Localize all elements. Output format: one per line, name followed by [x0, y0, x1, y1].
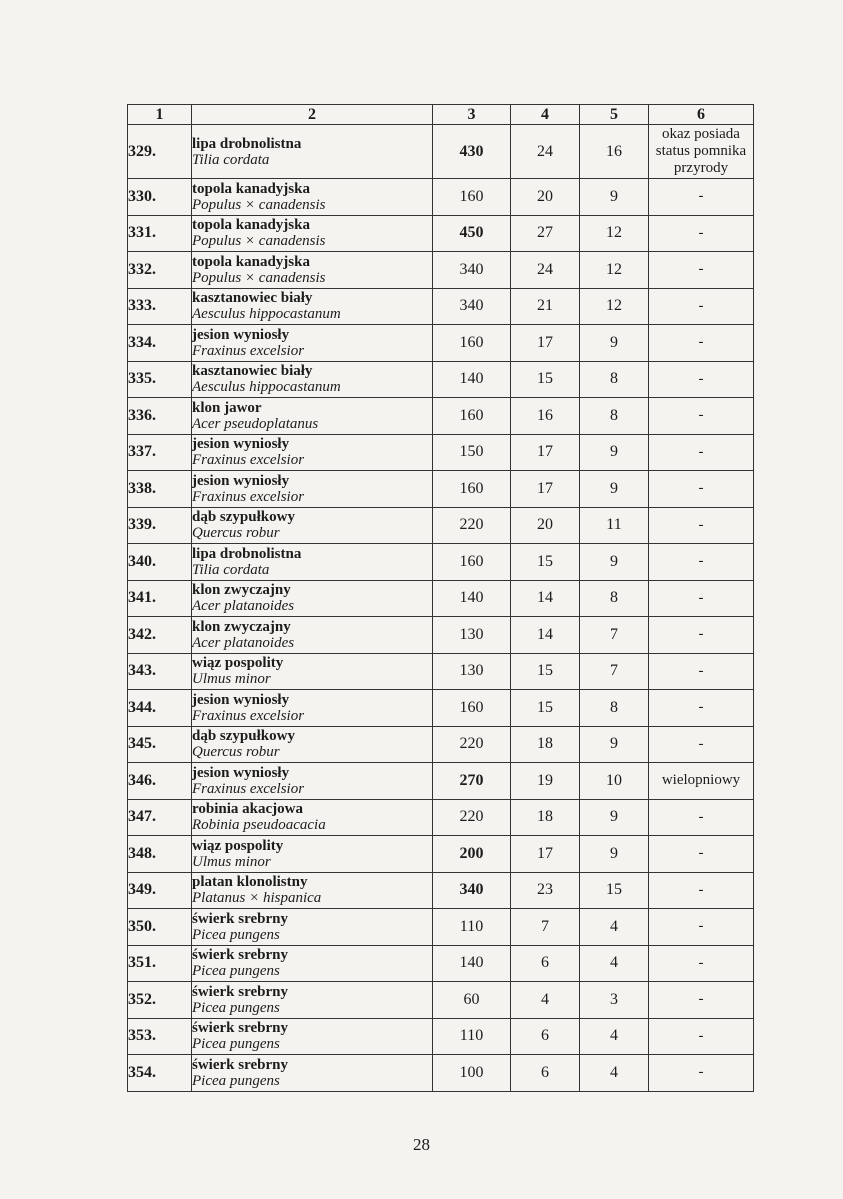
column-4-value: 15	[511, 361, 580, 398]
polish-name: świerk srebrny	[192, 1056, 288, 1073]
column-5-value: 8	[580, 398, 649, 435]
column-5-value: 12	[580, 215, 649, 252]
column-3-value: 340	[433, 288, 511, 325]
column-3-value: 160	[433, 471, 511, 508]
polish-name: lipa drobnolistna	[192, 545, 302, 562]
latin-name: Picea pungens	[192, 999, 280, 1016]
row-number: 346.	[128, 763, 192, 800]
latin-name: Tilia cordata	[192, 561, 270, 578]
table-row	[128, 125, 754, 179]
species-name-cell	[192, 1055, 433, 1092]
column-5-value: 9	[580, 544, 649, 581]
polish-name: jesion wyniosły	[192, 764, 290, 781]
column-4-value: 17	[511, 836, 580, 873]
column-5-value: 8	[580, 361, 649, 398]
latin-name: Picea pungens	[192, 926, 280, 943]
latin-name: Populus × canadensis	[192, 233, 326, 250]
column-header-5: 5	[580, 105, 649, 125]
polish-name: robinia akacjowa	[192, 801, 303, 818]
column-5-value: 11	[580, 507, 649, 544]
column-3-value: 160	[433, 544, 511, 581]
remarks-cell: -	[649, 799, 754, 836]
latin-name: Fraxinus excelsior	[192, 780, 305, 797]
species-name-cell	[192, 909, 433, 946]
latin-name: Tilia cordata	[192, 151, 270, 168]
column-5-value: 9	[580, 836, 649, 873]
table-row	[128, 179, 754, 216]
remarks-cell: -	[649, 252, 754, 289]
row-number: 329.	[128, 125, 192, 179]
row-number: 341.	[128, 580, 192, 617]
remarks-cell: -	[649, 471, 754, 508]
remarks-cell: okaz posiada status pomnika przyrody	[649, 125, 754, 179]
column-4-value: 18	[511, 799, 580, 836]
table-row	[128, 836, 754, 873]
column-4-value: 20	[511, 179, 580, 216]
species-name-cell	[192, 726, 433, 763]
remarks-cell: -	[649, 544, 754, 581]
latin-name: Ulmus minor	[192, 853, 271, 870]
column-5-value: 9	[580, 799, 649, 836]
column-3-value: 110	[433, 1018, 511, 1055]
row-number: 354.	[128, 1055, 192, 1092]
column-header-4: 4	[511, 105, 580, 125]
column-5-value: 3	[580, 982, 649, 1019]
column-4-value: 6	[511, 945, 580, 982]
latin-name: Aesculus hippocastanum	[192, 306, 341, 323]
column-header-1: 1	[128, 105, 192, 125]
column-3-value: 100	[433, 1055, 511, 1092]
column-5-value: 4	[580, 909, 649, 946]
column-3-value: 160	[433, 690, 511, 727]
row-number: 333.	[128, 288, 192, 325]
remarks-cell: -	[649, 872, 754, 909]
row-number: 331.	[128, 215, 192, 252]
polish-name: platan klonolistny	[192, 874, 308, 891]
column-4-value: 17	[511, 434, 580, 471]
table-row	[128, 1018, 754, 1055]
species-name-cell	[192, 690, 433, 727]
column-4-value: 6	[511, 1018, 580, 1055]
table-row	[128, 215, 754, 252]
row-number: 349.	[128, 872, 192, 909]
column-3-value: 340	[433, 252, 511, 289]
column-3-value: 150	[433, 434, 511, 471]
row-number: 345.	[128, 726, 192, 763]
polish-name: dąb szypułkowy	[192, 728, 295, 745]
column-4-value: 24	[511, 252, 580, 289]
latin-name: Quercus robur	[192, 525, 280, 542]
remarks-cell: wielopniowy	[649, 763, 754, 800]
row-number: 343.	[128, 653, 192, 690]
remarks-cell: -	[649, 361, 754, 398]
column-5-value: 4	[580, 1055, 649, 1092]
page-number: 28	[413, 1135, 430, 1154]
column-4-value: 14	[511, 617, 580, 654]
table-row	[128, 982, 754, 1019]
row-number: 330.	[128, 179, 192, 216]
species-name-cell	[192, 653, 433, 690]
polish-name: dąb szypułkowy	[192, 509, 295, 526]
column-4-value: 19	[511, 763, 580, 800]
table-row	[128, 799, 754, 836]
table-header-row	[128, 105, 754, 125]
polish-name: jesion wyniosły	[192, 326, 290, 343]
column-5-value: 9	[580, 325, 649, 362]
row-number: 351.	[128, 945, 192, 982]
remarks-cell: -	[649, 398, 754, 435]
species-name-cell	[192, 945, 433, 982]
remarks-cell: -	[649, 617, 754, 654]
column-3-value: 130	[433, 617, 511, 654]
remarks-cell: -	[649, 836, 754, 873]
latin-name: Aesculus hippocastanum	[192, 379, 341, 396]
column-3-value: 140	[433, 361, 511, 398]
polish-name: klon zwyczajny	[192, 618, 291, 635]
column-5-value: 12	[580, 288, 649, 325]
latin-name: Fraxinus excelsior	[192, 342, 305, 359]
table-row	[128, 288, 754, 325]
column-4-value: 18	[511, 726, 580, 763]
polish-name: jesion wyniosły	[192, 472, 290, 489]
species-name-cell	[192, 325, 433, 362]
column-4-value: 15	[511, 690, 580, 727]
remarks-cell: -	[649, 982, 754, 1019]
species-name-cell	[192, 398, 433, 435]
latin-name: Ulmus minor	[192, 671, 271, 688]
row-number: 332.	[128, 252, 192, 289]
latin-name: Populus × canadensis	[192, 196, 326, 213]
column-5-value: 4	[580, 1018, 649, 1055]
remarks-cell: -	[649, 945, 754, 982]
tree-inventory-table	[127, 104, 754, 1092]
species-name-cell	[192, 799, 433, 836]
species-name-cell	[192, 179, 433, 216]
row-number: 352.	[128, 982, 192, 1019]
table-row	[128, 909, 754, 946]
polish-name: klon zwyczajny	[192, 582, 291, 599]
column-4-value: 16	[511, 398, 580, 435]
column-4-value: 23	[511, 872, 580, 909]
column-5-value: 9	[580, 179, 649, 216]
latin-name: Acer pseudoplatanus	[192, 415, 319, 432]
latin-name: Platanus × hispanica	[192, 890, 322, 907]
polish-name: jesion wyniosły	[192, 436, 290, 453]
column-3-value: 160	[433, 398, 511, 435]
column-3-value: 110	[433, 909, 511, 946]
table-row	[128, 617, 754, 654]
species-name-cell	[192, 507, 433, 544]
polish-name: topola kanadyjska	[192, 253, 310, 270]
row-number: 340.	[128, 544, 192, 581]
latin-name: Picea pungens	[192, 1072, 280, 1089]
table-row	[128, 653, 754, 690]
column-3-value: 60	[433, 982, 511, 1019]
species-name-cell	[192, 544, 433, 581]
row-number: 336.	[128, 398, 192, 435]
table-row	[128, 763, 754, 800]
column-5-value: 8	[580, 690, 649, 727]
latin-name: Fraxinus excelsior	[192, 707, 305, 724]
row-number: 347.	[128, 799, 192, 836]
latin-name: Acer platanoides	[192, 634, 295, 651]
column-4-value: 24	[511, 125, 580, 179]
polish-name: wiąz pospolity	[192, 837, 284, 854]
column-5-value: 8	[580, 580, 649, 617]
row-number: 339.	[128, 507, 192, 544]
column-3-value: 160	[433, 325, 511, 362]
column-3-value: 130	[433, 653, 511, 690]
remarks-cell: -	[649, 653, 754, 690]
column-5-value: 10	[580, 763, 649, 800]
species-name-cell	[192, 763, 433, 800]
column-4-value: 15	[511, 544, 580, 581]
column-3-value: 270	[433, 763, 511, 800]
column-header-6: 6	[649, 105, 754, 125]
latin-name: Picea pungens	[192, 1036, 280, 1053]
polish-name: topola kanadyjska	[192, 180, 310, 197]
remarks-cell: -	[649, 1018, 754, 1055]
column-3-value: 140	[433, 580, 511, 617]
column-3-value: 450	[433, 215, 511, 252]
column-3-value: 220	[433, 507, 511, 544]
remarks-cell: -	[649, 507, 754, 544]
polish-name: świerk srebrny	[192, 947, 288, 964]
species-name-cell	[192, 1018, 433, 1055]
table-row	[128, 361, 754, 398]
column-5-value: 16	[580, 125, 649, 179]
row-number: 338.	[128, 471, 192, 508]
remarks-cell: -	[649, 434, 754, 471]
column-4-value: 20	[511, 507, 580, 544]
remarks-cell: -	[649, 726, 754, 763]
row-number: 334.	[128, 325, 192, 362]
column-3-value: 140	[433, 945, 511, 982]
latin-name: Populus × canadensis	[192, 269, 326, 286]
species-name-cell	[192, 471, 433, 508]
latin-name: Picea pungens	[192, 963, 280, 980]
column-5-value: 15	[580, 872, 649, 909]
column-header-2: 2	[192, 105, 433, 125]
column-5-value: 7	[580, 617, 649, 654]
latin-name: Robinia pseudoacacia	[192, 817, 326, 834]
column-4-value: 17	[511, 471, 580, 508]
remarks-cell: -	[649, 580, 754, 617]
column-3-value: 160	[433, 179, 511, 216]
polish-name: świerk srebrny	[192, 1020, 288, 1037]
polish-name: świerk srebrny	[192, 983, 288, 1000]
column-header-3: 3	[433, 105, 511, 125]
table-row	[128, 1055, 754, 1092]
remarks-cell: -	[649, 1055, 754, 1092]
polish-name: jesion wyniosły	[192, 691, 290, 708]
species-name-cell	[192, 125, 433, 179]
latin-name: Fraxinus excelsior	[192, 488, 305, 505]
column-5-value: 9	[580, 434, 649, 471]
polish-name: wiąz pospolity	[192, 655, 284, 672]
table-row	[128, 434, 754, 471]
table-row	[128, 580, 754, 617]
species-name-cell	[192, 872, 433, 909]
table-row	[128, 507, 754, 544]
species-name-cell	[192, 288, 433, 325]
column-5-value: 4	[580, 945, 649, 982]
table-row	[128, 544, 754, 581]
species-name-cell	[192, 982, 433, 1019]
row-number: 344.	[128, 690, 192, 727]
remarks-cell: -	[649, 690, 754, 727]
table-row	[128, 690, 754, 727]
latin-name: Acer platanoides	[192, 598, 295, 615]
polish-name: lipa drobnolistna	[192, 135, 302, 152]
remarks-cell: -	[649, 179, 754, 216]
species-name-cell	[192, 361, 433, 398]
species-name-cell	[192, 580, 433, 617]
row-number: 353.	[128, 1018, 192, 1055]
remarks-cell: -	[649, 215, 754, 252]
column-3-value: 220	[433, 726, 511, 763]
column-4-value: 15	[511, 653, 580, 690]
column-3-value: 220	[433, 799, 511, 836]
table-row	[128, 945, 754, 982]
row-number: 342.	[128, 617, 192, 654]
latin-name: Quercus robur	[192, 744, 280, 761]
row-number: 350.	[128, 909, 192, 946]
species-name-cell	[192, 617, 433, 654]
table-row	[128, 325, 754, 362]
polish-name: kasztanowiec biały	[192, 290, 313, 307]
row-number: 335.	[128, 361, 192, 398]
column-5-value: 9	[580, 471, 649, 508]
polish-name: kasztanowiec biały	[192, 363, 313, 380]
column-4-value: 4	[511, 982, 580, 1019]
column-5-value: 9	[580, 726, 649, 763]
remarks-cell: -	[649, 909, 754, 946]
row-number: 348.	[128, 836, 192, 873]
column-4-value: 6	[511, 1055, 580, 1092]
row-number: 337.	[128, 434, 192, 471]
remarks-cell: -	[649, 325, 754, 362]
species-name-cell	[192, 836, 433, 873]
species-name-cell	[192, 434, 433, 471]
species-name-cell	[192, 252, 433, 289]
column-4-value: 27	[511, 215, 580, 252]
column-4-value: 17	[511, 325, 580, 362]
polish-name: świerk srebrny	[192, 910, 288, 927]
column-4-value: 21	[511, 288, 580, 325]
remarks-cell: -	[649, 288, 754, 325]
species-name-cell	[192, 215, 433, 252]
column-3-value: 200	[433, 836, 511, 873]
table-row	[128, 872, 754, 909]
polish-name: klon jawor	[192, 399, 262, 416]
column-4-value: 7	[511, 909, 580, 946]
column-3-value: 430	[433, 125, 511, 179]
latin-name: Fraxinus excelsior	[192, 452, 305, 469]
table-row	[128, 252, 754, 289]
column-4-value: 14	[511, 580, 580, 617]
table-row	[128, 471, 754, 508]
table-row	[128, 398, 754, 435]
table-row	[128, 726, 754, 763]
column-5-value: 12	[580, 252, 649, 289]
table-body	[128, 125, 754, 1092]
polish-name: topola kanadyjska	[192, 217, 310, 234]
column-5-value: 7	[580, 653, 649, 690]
column-3-value: 340	[433, 872, 511, 909]
